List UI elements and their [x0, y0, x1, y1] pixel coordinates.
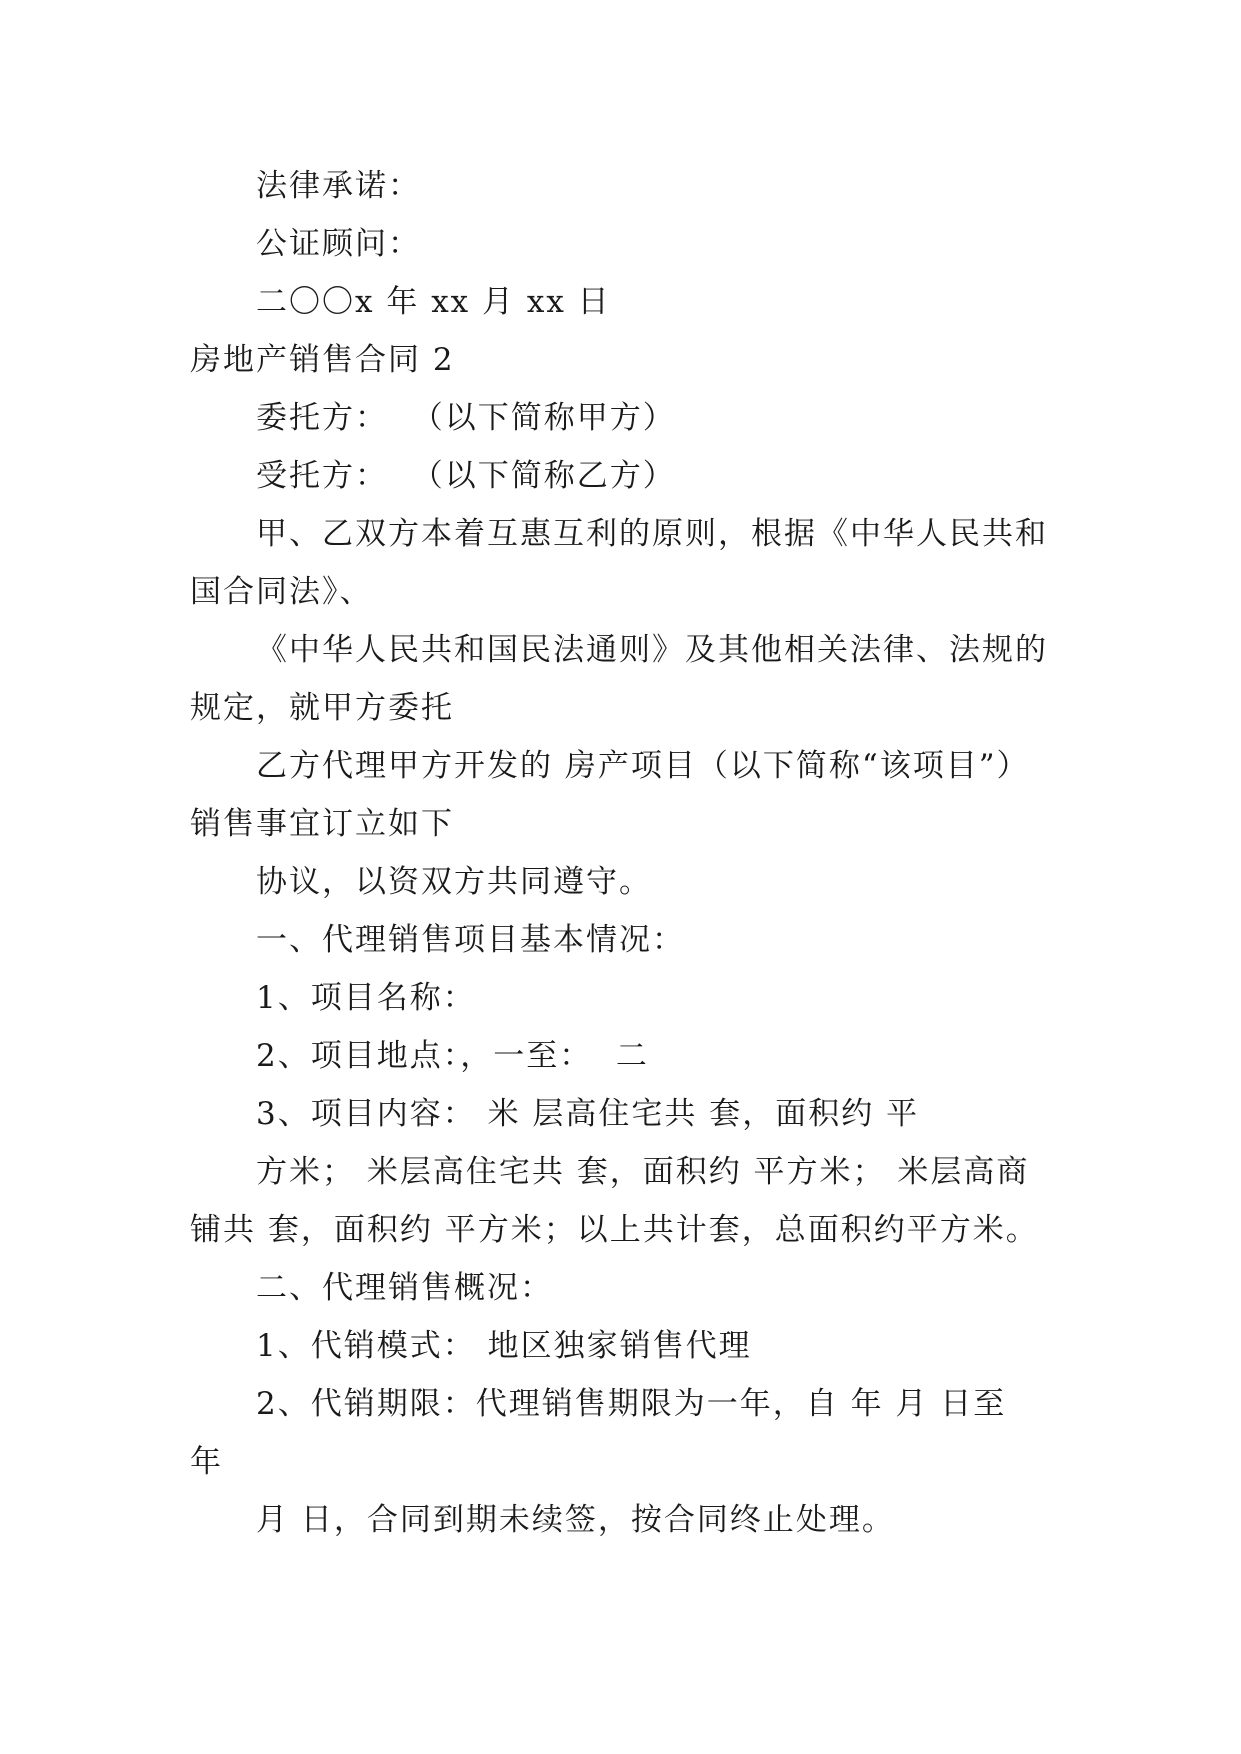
text-line-project-content-1: 3、项目内容： 米 层高住宅共 套，面积约 平: [256, 1096, 920, 1132]
text-line-principal: 委托方： （以下简称甲方）: [256, 400, 676, 436]
text-line-agent: 受托方： （以下简称乙方）: [256, 458, 676, 494]
text-line-preamble-2: 国合同法》、: [190, 574, 373, 610]
text-line-notary-advisor: 公证顾问：: [256, 226, 421, 262]
text-line-preamble-7: 协议，以资双方共同遵守。: [256, 864, 652, 900]
section-heading-2: 二、代理销售概况：: [256, 1270, 553, 1306]
text-line-preamble-5: 乙方代理甲方开发的 房产项目（以下简称“该项目”）: [256, 748, 1030, 784]
text-line-preamble-3: 《中华人民共和国民法通则》及其他相关法律、法规的: [256, 632, 1048, 668]
text-line-sales-mode: 1、代销模式： 地区独家销售代理: [256, 1328, 752, 1364]
text-line-sales-period-3: 月 日，合同到期未续签，按合同终止处理。: [256, 1502, 895, 1538]
text-line-preamble-6: 销售事宜订立如下: [190, 806, 454, 842]
text-line-project-location: 2、项目地点：，一至： 二: [256, 1038, 649, 1074]
text-line-project-name: 1、项目名称：: [256, 980, 476, 1016]
contract-title: 房地产销售合同 2: [190, 342, 455, 378]
text-line-date: 二〇〇x 年 xx 月 xx 日: [256, 284, 611, 320]
text-line-project-content-2: 方米； 米层高住宅共 套，面积约 平方米； 米层高商: [256, 1154, 1030, 1190]
text-line-sales-period-1: 2、代销期限：代理销售期限为一年，自 年 月 日至: [256, 1386, 1007, 1422]
text-line-preamble-4: 规定，就甲方委托: [190, 690, 454, 726]
text-line-project-content-3: 铺共 套，面积约 平方米；以上共计套，总面积约平方米。: [190, 1212, 1039, 1248]
section-heading-1: 一、代理销售项目基本情况：: [256, 922, 685, 958]
text-line-preamble-1: 甲、乙双方本着互惠互利的原则，根据《中华人民共和: [256, 516, 1048, 552]
text-line-legal-commitment: 法律承诺：: [256, 168, 421, 204]
text-line-sales-period-2: 年: [190, 1444, 223, 1480]
